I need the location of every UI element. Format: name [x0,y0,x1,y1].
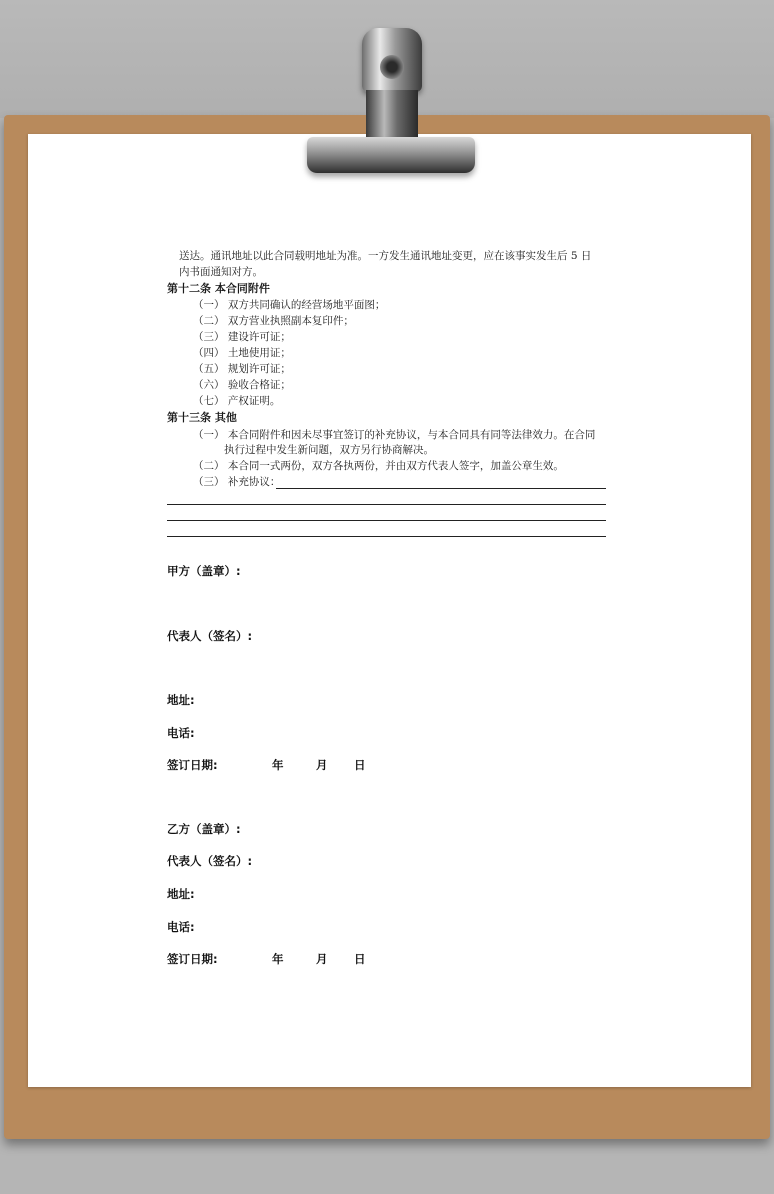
article-13-item-1-line-1: （一） 本合同附件和因未尽事宜签订的补充协议，与本合同具有同等法律效力。在合同 [193,429,596,441]
article-12-item-3: （三） 建设许可证； [193,331,291,343]
supplement-line-4 [167,536,606,537]
party-a-date-label: 签订日期: [167,758,218,772]
party-b-phone-label: 电话: [167,920,195,934]
supplement-line-2 [167,504,606,505]
party-a-seal-label: 甲方（盖章）: [167,564,241,578]
article-12-item-6: （六） 验收合格证； [193,379,291,391]
article-12-item-7: （七） 产权证明。 [193,395,281,407]
party-a-phone-label: 电话: [167,726,195,740]
article-13-item-2: （二） 本合同一式两份，双方各执两份，并由双方代表人签字，加盖公章生效。 [193,460,564,472]
intro-line-1: 送达。通讯地址以此合同载明地址为准。一方发生通讯地址变更，应在该事实发生后 5 日 [179,250,592,262]
supplement-line-1 [276,488,606,489]
supplement-line-3 [167,520,606,521]
party-a-rep-label: 代表人（签名）: [167,629,253,643]
article-12-item-4: （四） 土地使用证； [193,347,291,359]
party-b-address-label: 地址: [167,887,195,901]
party-a-month: 月 [316,758,328,772]
party-a-address-label: 地址: [167,693,195,707]
article-12-item-5: （五） 规划许可证； [193,363,291,375]
article-12-title: 第十二条 本合同附件 [167,282,270,295]
article-13-title: 第十三条 其他 [167,411,237,424]
party-a-day: 日 [354,758,366,772]
intro-line-2: 内书面通知对方。 [179,266,263,278]
article-13-item-1-line-2: 执行过程中发生新问题，双方另行协商解决。 [224,444,434,456]
party-b-seal-label: 乙方（盖章）: [167,822,241,836]
article-13-item-3: （三） 补充协议： [193,476,281,488]
article-12-item-1: （一） 双方共同确认的经营场地平面图； [193,299,386,311]
party-b-rep-label: 代表人（签名）: [167,854,253,868]
party-b-date-label: 签订日期: [167,952,218,966]
party-b-month: 月 [316,952,328,966]
party-a-year: 年 [272,758,284,772]
article-12-item-2: （二） 双方营业执照副本复印件； [193,315,354,327]
party-b-year: 年 [272,952,284,966]
party-b-day: 日 [354,952,366,966]
